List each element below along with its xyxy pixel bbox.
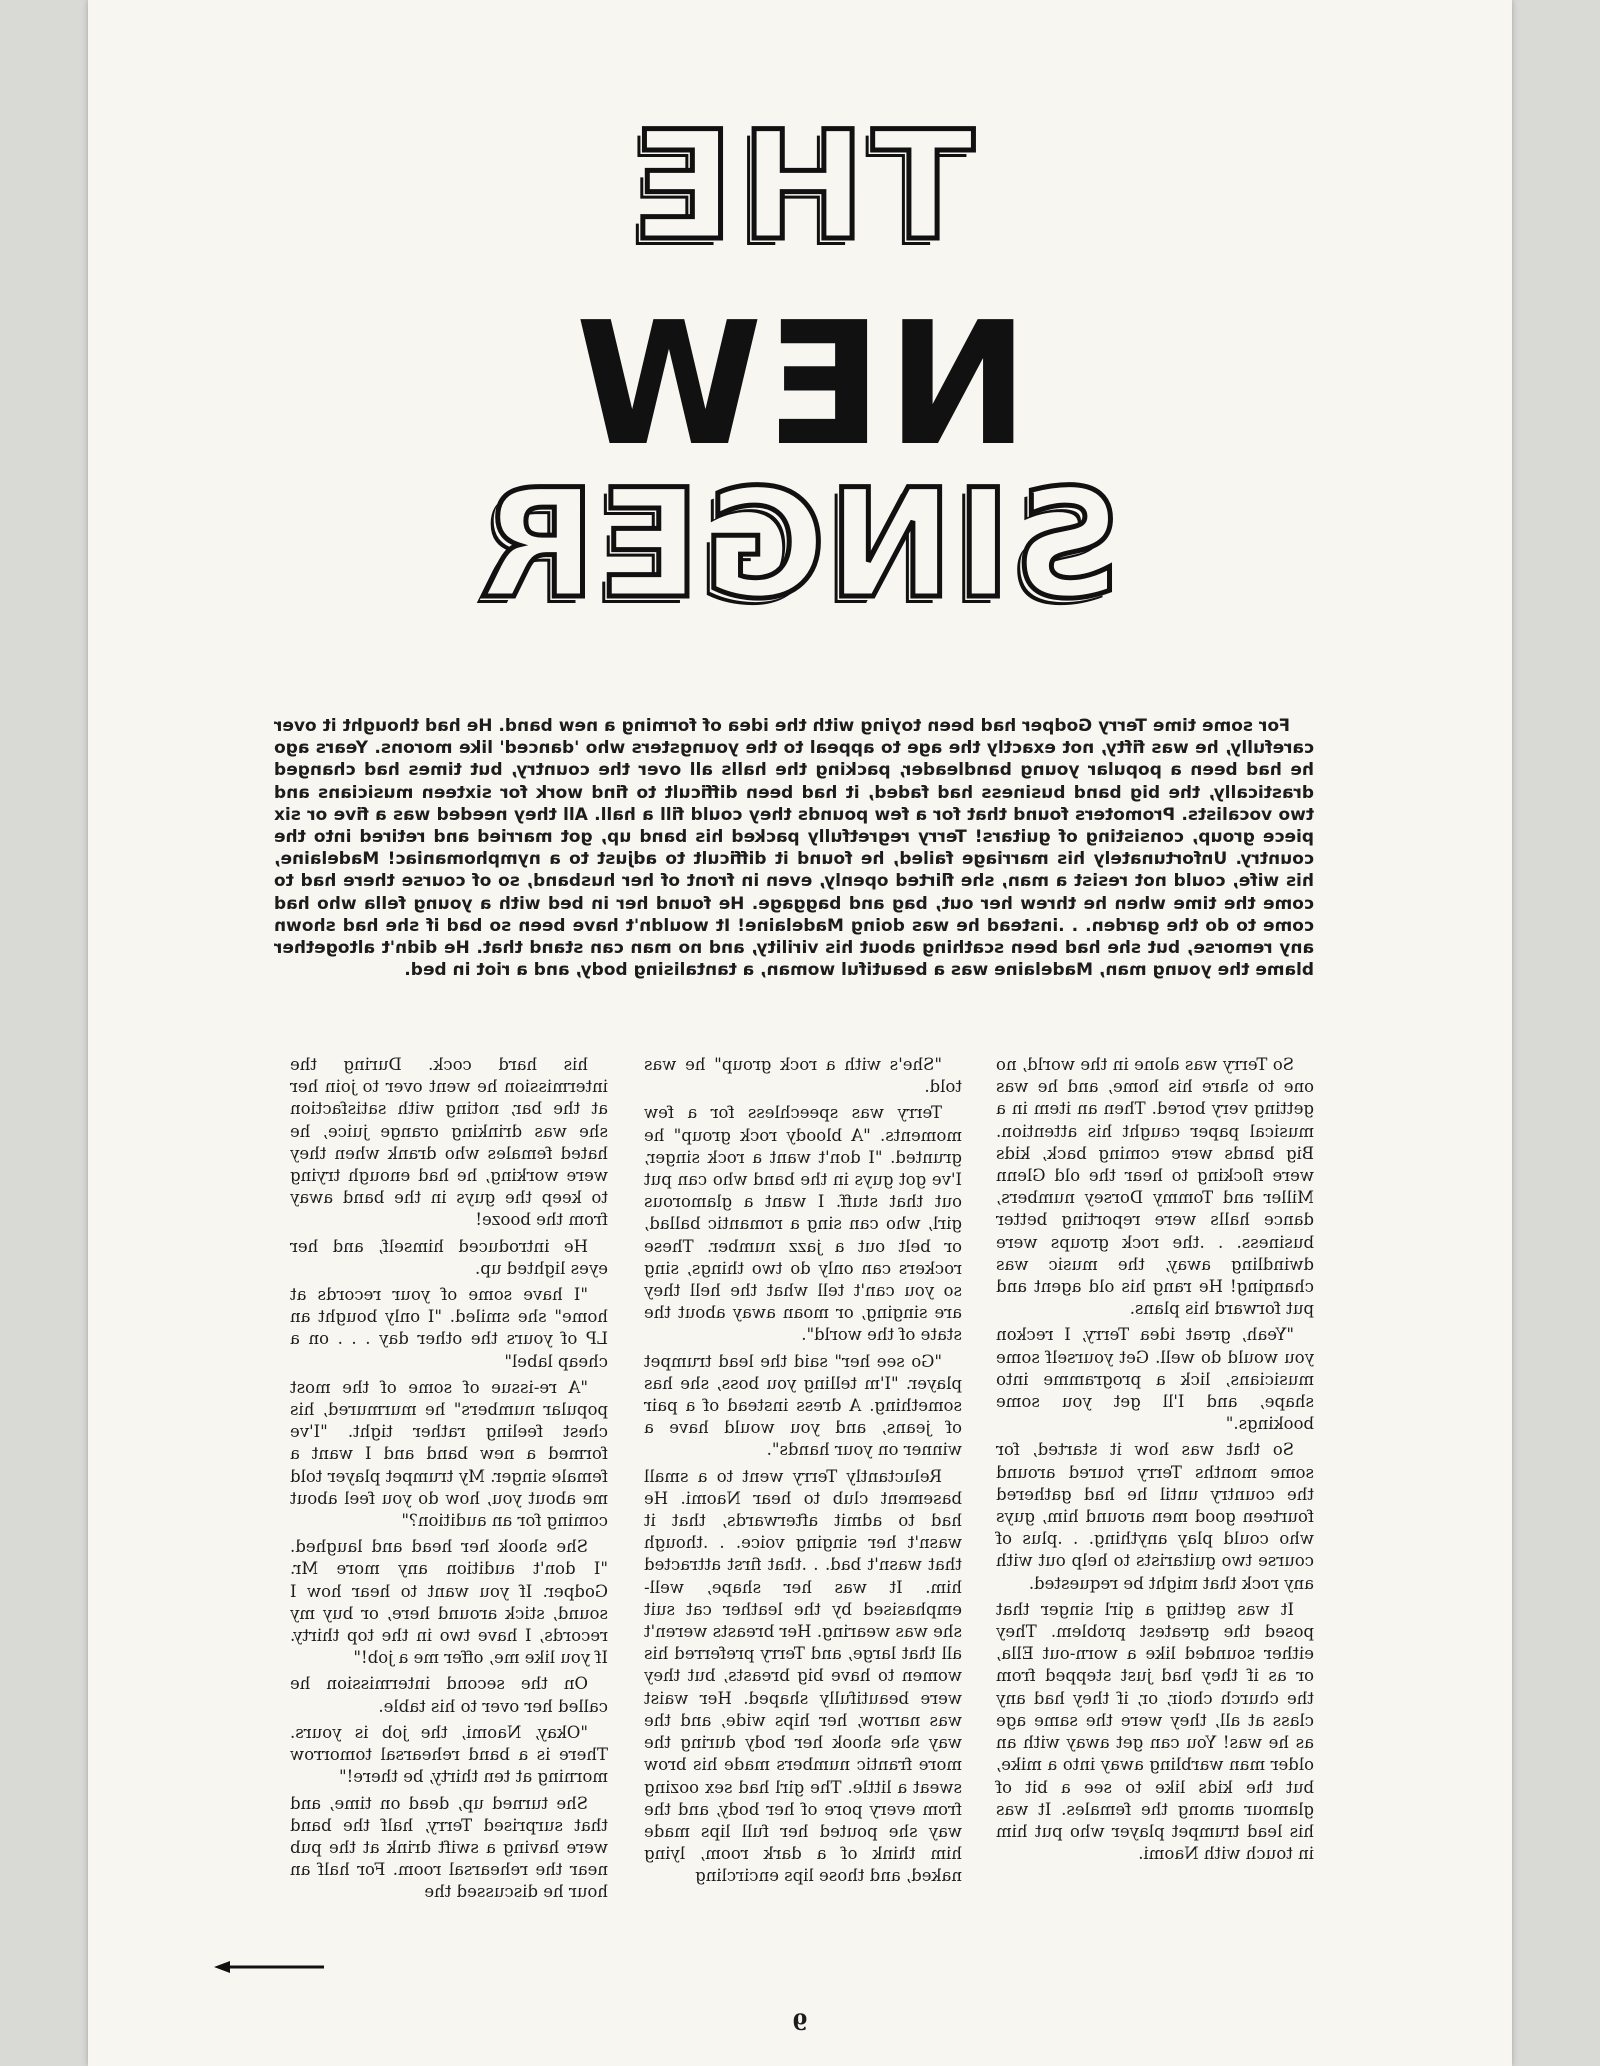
paragraph: So Terry was alone in the world, no one to share his home, and he was getting very bored. Then an item in a musical paper caught his attention. Big bands were coming back, kids were flocking to hear the old Glenn Miller and Tommy Dorsey numbers, dance halls were reporting better business. . .the rock groups were dwindling away, the music was changing! He rang his old agent and put forward his plans. [996,1055,1314,1319]
paragraph: "Go see her" said the lead trumpet player. "I'm telling you boss, she has something. A dress instead of a pair of jeans, and you would have a winner on your hands". [644,1351,962,1460]
paragraph: "Okay, Naomi, the job is yours. There is a band rehearsal tomorrow morning at ten thirty, be there!" [290,1722,608,1787]
title-line-new: NEW [571,286,1029,484]
continue-arrow-icon [214,1960,324,1974]
paragraph: She turned up, dead on time, and that surprised Terry, half the band were having a swift drink at the pub near the rehearsal room. For half an hour he discussed the [290,1793,608,1902]
title-line-singer: SINGER [478,458,1122,632]
title-line-the: THE [625,100,975,274]
magazine-page [88,0,1512,2066]
paragraph: So that was how it started, for some months Terry toured around the country until he had gathered fourteen good men around him, guys who could play anything. . .plus of course two guitarists to help out with any rock that might be requested. [996,1440,1314,1593]
column-3 [290,1054,608,1908]
column-1 [996,1054,1314,1869]
mirrored-scan [88,0,1512,2066]
intro-paragraph: For some time Terry Godper had been toying with the idea of forming a new band. He had thought it over carefully, he was fifty, not exactly the age to appeal to the youngsters who 'danced' like morons. Years ago he had been a popular young bandleader, packing the halls all over the country, but times had changed drastically, the big band business had faded, it had been difficult to find work for sixteen musicians and two vocalists. Promoters found that for a few pounds they could fill a hall. All they needed was a five or six piece group, consisting of guitars! Terry regretfully packed his band up, got married and retired into the country. Unfortunately his marriage failed, he found it difficult to adjust to a nymphomaniac! Madelaine, his wife, could not resist a man, she flirted openly, even in front of her husband, so of course there had to come the time when he threw her out, bag and baggage. He found her in bed with a young fella who had come to do the garden. . .instead he was doing Madelaine! It wouldn't have been so bad if she had shown any remorse, but she had been scathing about his virility, and no man can stand that. He didn't altogether blame the young man, Madelaine was a beautiful woman, a tantalising body, and a riot in bed. [274,716,1314,981]
paragraph: "She's with a rock group" he was told. [644,1055,962,1097]
paragraph: "A re-issue of some of the most popular numbers" he murmured, his chest feeling rather tight. "I've formed a new band and I want a female singer. My trumpet player told me about you, how do you feel about coming for an audition?" [290,1377,608,1531]
column-2 [644,1054,962,1892]
paragraph: Reluctantly Terry went to a small basement club to hear Naomi. He had to admit afterwards, that it wasn't her singing voice. . .though that wasn't bad. . .that first attracted him. It was her shape, well-emphasised by the leather cat suit she was wearing. Her breasts weren't all that large, and Terry preferred his women to have big breasts, but they were beautifully shaped. Her waist was narrow, her hips wide, and the way she shook her body during the more frantic numbers made his brow sweat a little. The girl had sex oozing from every pore of her body, and the way she pouted her full lips made him think of a dark room, lying naked, and those lips encircling [644,1466,962,1886]
paragraph: She shook her head and laughed. "I don't audition any more Mr. Godper. If you want to hear how I sound, stick around here, or buy my records, I have two in the top thirty. If you like me, offer me a job!" [290,1537,608,1668]
paragraph: He introduced himself, and her eyes lighted up. [290,1236,608,1278]
paragraph: "Yeah, great idea Terry, I reckon you would do well. Get yourself some musicians, lick a programme into shape, and I'll get you some bookings." [996,1325,1314,1434]
paragraph: On the second intermission he called her over to his table. [290,1674,608,1716]
page-number: 9 [792,2010,808,2036]
paragraph: Terry was speechless for a few moments. "A bloody rock group" he grunted. "I don't want a rock singer, I've got guys in the band who can put out that stuff. I want a glamorous girl, who can sing a romantic ballad, or belt out a jazz number. These rockers can only do two things, sing so you can't tell what the hell they are singing, or moan away about the state of the world". [644,1103,962,1345]
paragraph: It was getting a girl singer that posed the greatest problem. They either sounded like a worn-out Ella, or as if they had just stepped from the church choir, or, if they had any class at all, they were the same age as he was! You can get away with an older man warbling away into a mike, but the kids like to see a bit of glamour among the females. It was his lead trumpet player who put him in touch with Naomi. [996,1599,1314,1864]
paragraph: "I have some of your records at home" she smiled. "I only bought an LP of yours the other day . . . on a cheap label" [290,1285,608,1371]
paragraph: his hard cock. During the intermission he went over to join her at the bar, noting with satisfaction she was drinking orange juice, he hated females who drank when they were working, he had enough trying to keep the guys in the band away from the booze! [290,1055,608,1230]
